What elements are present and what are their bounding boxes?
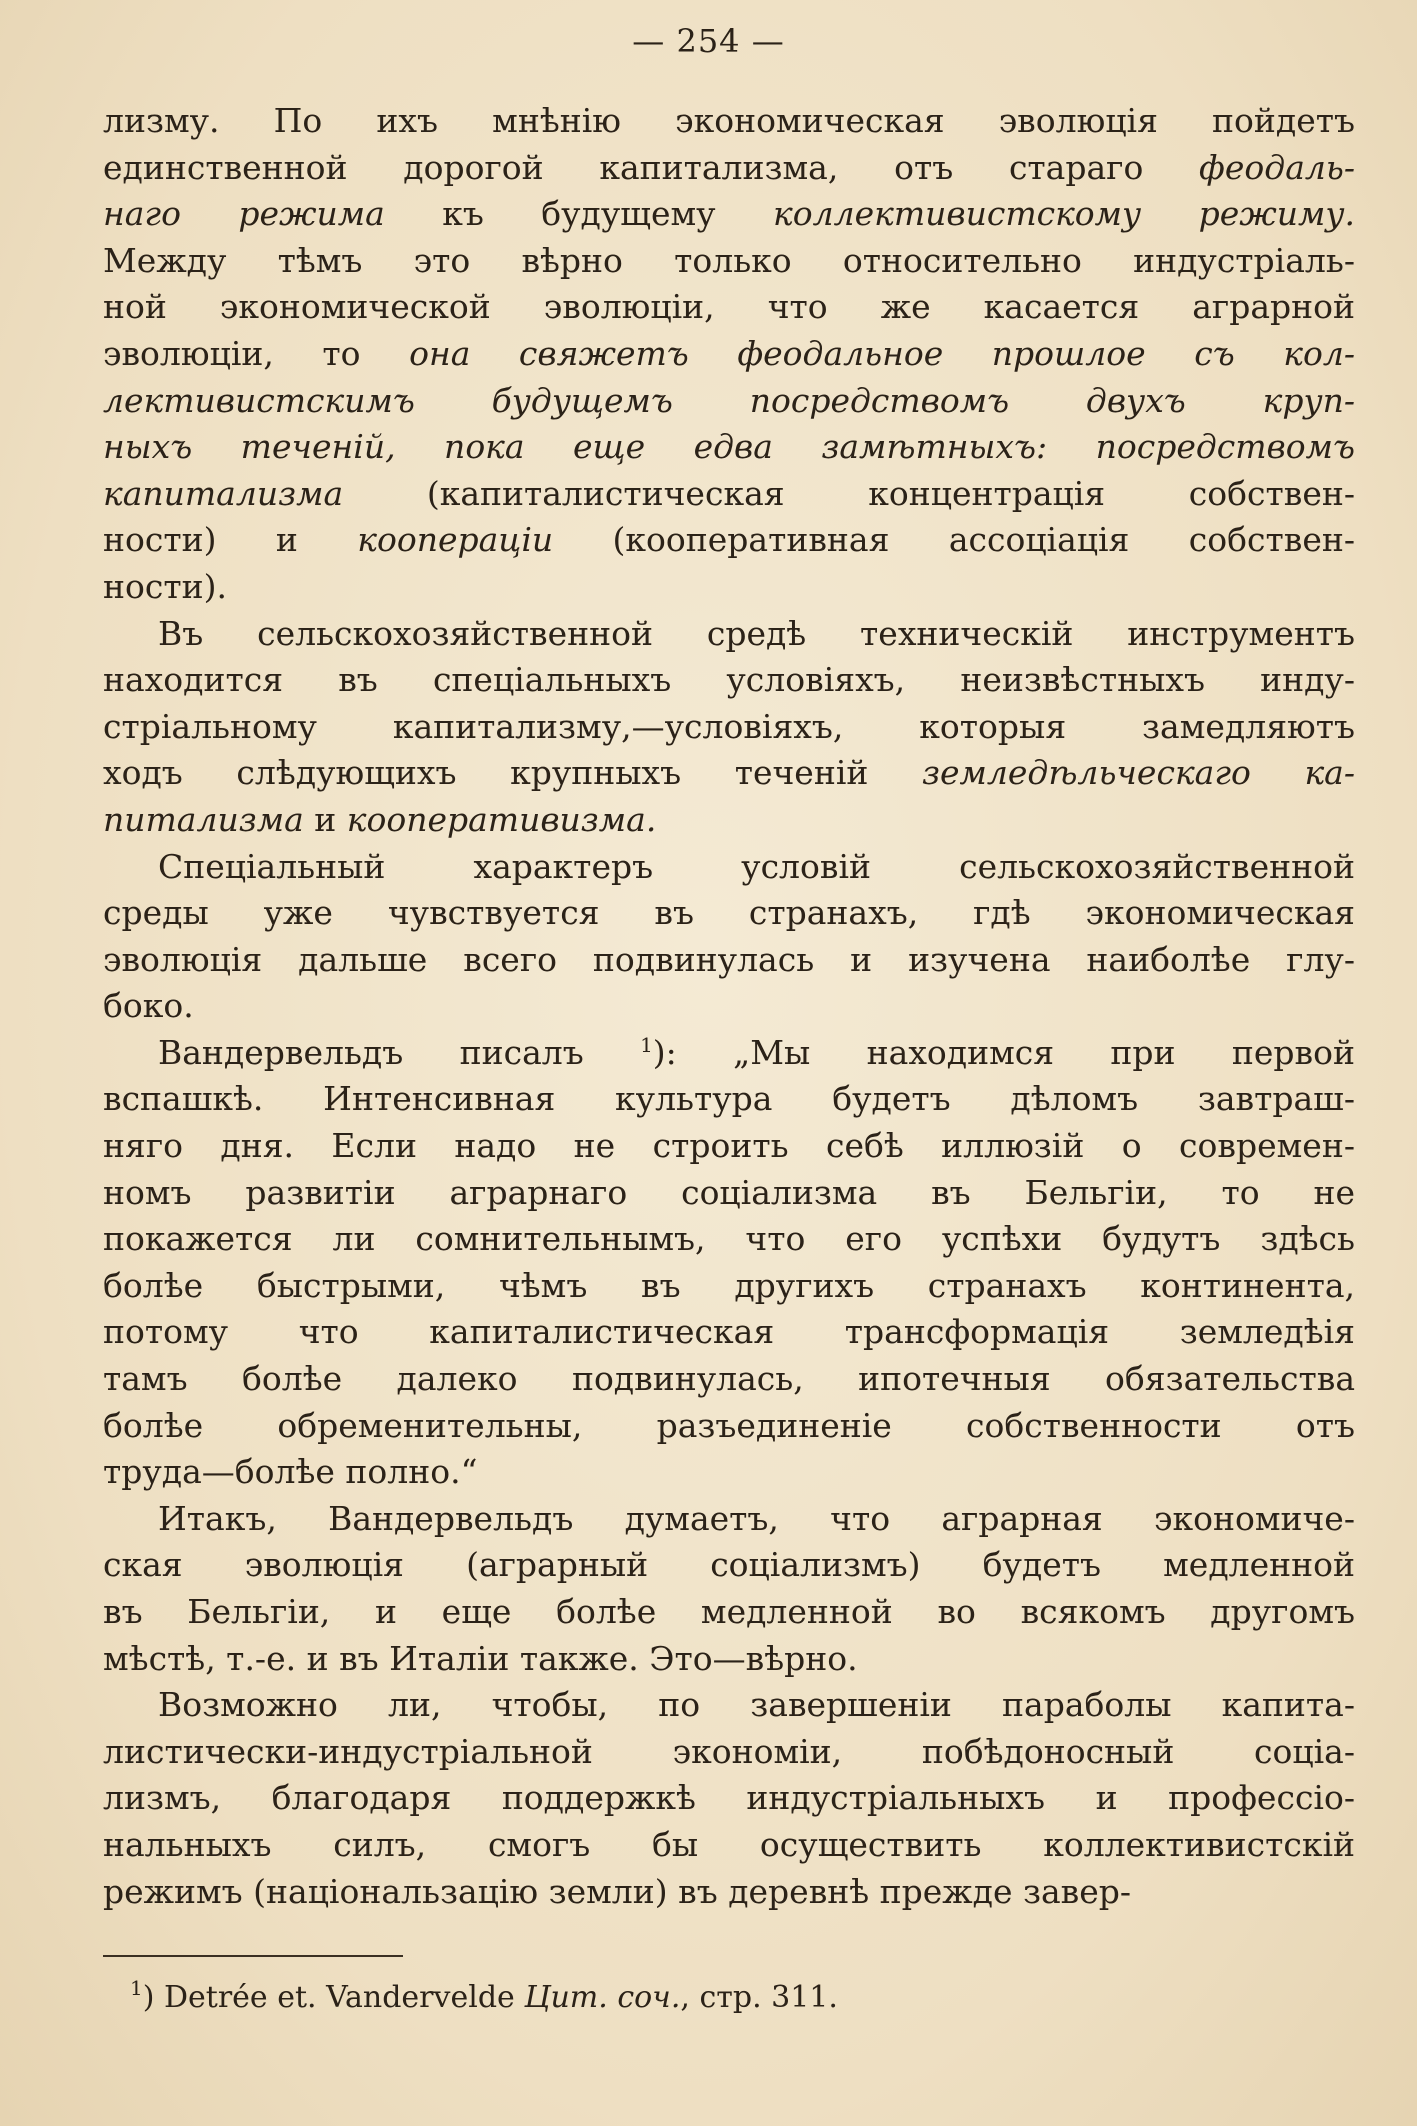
italic-text: кооперативизма. xyxy=(346,799,657,839)
text-line xyxy=(103,284,1355,331)
body-text xyxy=(103,98,1355,1915)
paragraph xyxy=(103,1496,1355,1682)
text-line xyxy=(103,1729,1355,1776)
paragraph xyxy=(103,844,1355,1030)
italic-text: наго режима xyxy=(103,194,385,234)
text-line xyxy=(103,98,1355,145)
text-line xyxy=(103,657,1355,704)
text-run: (кооперативная ассоціація собствен- xyxy=(553,520,1355,560)
text-run: къ будущему xyxy=(384,194,773,234)
text-run: Въ сельскохозяйственной средѣ техническій инструментъ xyxy=(158,613,1355,653)
text-line xyxy=(103,424,1355,471)
text-line xyxy=(103,1403,1355,1450)
text-line xyxy=(103,1309,1355,1356)
text-line xyxy=(103,331,1355,378)
text-run: нальныхъ силъ, смогъ бы осуществить коллективистскій xyxy=(103,1824,1355,1864)
text-run: тамъ болѣе далеко подвинулась, ипотечныя обязательства xyxy=(103,1359,1355,1399)
text-run: среды уже чувствуется въ странахъ, гдѣ экономическая xyxy=(103,893,1355,933)
italic-text: феодаль- xyxy=(1199,147,1355,187)
text-line xyxy=(103,1775,1355,1822)
text-run: листически-индустріальной экономіи, побѣдоносный соціа- xyxy=(103,1731,1355,1771)
text-run: эволюція дальше всего подвинулась и изучена наиболѣе глу- xyxy=(103,939,1355,979)
italic-text: коллективистскому режиму. xyxy=(773,194,1355,234)
italic-text: земледѣльческаго ка- xyxy=(921,753,1355,793)
text-run: Между тѣмъ это вѣрно только относительно индустріаль- xyxy=(103,240,1355,280)
text-line xyxy=(103,844,1355,891)
text-line xyxy=(103,378,1355,425)
text-line xyxy=(103,191,1355,238)
text-run: ская эволюція (аграрный соціализмъ) будетъ медленной xyxy=(103,1545,1355,1585)
text-line xyxy=(103,1542,1355,1589)
text-run: ной экономической эволюціи, что же касается аграрной xyxy=(103,287,1355,327)
text-line xyxy=(103,564,1355,611)
text-line xyxy=(103,1589,1355,1636)
text-run: ) Detrée et. Vandervelde xyxy=(142,1980,525,2015)
text-line xyxy=(103,1449,1355,1496)
text-line xyxy=(103,517,1355,564)
text-run: ходъ слѣдующихъ крупныхъ теченій xyxy=(103,753,922,793)
text-run: , стр. 311. xyxy=(680,1980,838,2015)
text-line xyxy=(103,750,1355,797)
text-run: Вандервельдъ писалъ xyxy=(158,1032,641,1072)
italic-text: она свяжетъ феодальное прошлое съ кол- xyxy=(409,333,1355,373)
text-line xyxy=(103,890,1355,937)
text-run: ): „Мы находимся при первой xyxy=(652,1032,1355,1072)
footnote-ref: 1 xyxy=(130,1976,143,2000)
text-run: находится въ спеціальныхъ условіяхъ, неизвѣстныхъ инду- xyxy=(103,660,1355,700)
footnote-divider xyxy=(103,1955,403,1957)
text-run: мѣстѣ, т.-е. и въ Италіи также. Это—вѣрно. xyxy=(103,1638,858,1678)
text-line xyxy=(103,1822,1355,1869)
text-line xyxy=(103,797,1355,844)
text-run: Возможно ли, чтобы, по завершеніи параболы капита- xyxy=(158,1685,1355,1725)
text-run: болѣе быстрыми, чѣмъ въ другихъ странахъ континента, xyxy=(103,1265,1355,1305)
text-line xyxy=(103,1076,1355,1123)
italic-text: коопераціи xyxy=(357,520,554,560)
text-run: (капиталистическая концентрація собствен- xyxy=(343,473,1355,513)
text-run: ности) и xyxy=(103,520,358,560)
paragraph xyxy=(103,1682,1355,1915)
text-run: ности). xyxy=(103,566,227,606)
text-line xyxy=(103,1869,1355,1916)
text-line xyxy=(103,1682,1355,1729)
footnote-ref: 1 xyxy=(640,1032,653,1057)
text-line xyxy=(103,1263,1355,1310)
footnote xyxy=(130,1978,838,2018)
text-run: потому что капиталистическая трансформація земледѣія xyxy=(103,1312,1355,1352)
text-run: эволюціи, то xyxy=(103,333,410,373)
text-line xyxy=(103,238,1355,285)
text-run: вспашкѣ. Интенсивная культура будетъ дѣломъ завтраш- xyxy=(103,1079,1355,1119)
paragraph xyxy=(103,98,1355,611)
text-run: труда—болѣе полно.“ xyxy=(103,1452,478,1492)
text-line xyxy=(103,1170,1355,1217)
italic-text: лективистскимъ будущемъ посредствомъ двухъ круп- xyxy=(103,380,1355,420)
text-line xyxy=(103,1496,1355,1543)
text-run: режимъ (національзацію земли) въ деревнѣ прежде завер- xyxy=(103,1871,1132,1911)
text-run: Спеціальный характеръ условій сельскохозяйственной xyxy=(158,846,1355,886)
text-run: лизмъ, благодаря поддержкѣ индустріальныхъ и профессіо- xyxy=(103,1778,1355,1818)
text-line xyxy=(103,1356,1355,1403)
italic-text: Цит. соч. xyxy=(524,1980,681,2015)
text-line xyxy=(103,1216,1355,1263)
text-line xyxy=(103,937,1355,984)
text-run: единственной дорогой капитализма, отъ стараго xyxy=(103,147,1200,187)
text-line xyxy=(103,704,1355,751)
text-run: боко. xyxy=(103,986,194,1026)
text-run: и xyxy=(303,799,347,839)
text-line xyxy=(103,983,1355,1030)
italic-text: питализма xyxy=(103,799,304,839)
text-line xyxy=(103,1123,1355,1170)
text-run: номъ развитіи аграрнаго соціализма въ Бельгіи, то не xyxy=(103,1172,1355,1212)
text-line xyxy=(103,1636,1355,1683)
paragraph xyxy=(103,611,1355,844)
text-run: покажется ли сомнительнымъ, что его успѣхи будутъ здѣсь xyxy=(103,1219,1355,1259)
text-run: въ Бельгіи, и еще болѣе медленной во всякомъ другомъ xyxy=(103,1592,1355,1631)
text-run: няго дня. Если надо не строить себѣ иллюзій о современ- xyxy=(103,1126,1355,1166)
text-line xyxy=(103,145,1355,192)
italic-text: ныхъ теченій, пока еще едва замѣтныхъ: посредствомъ xyxy=(103,427,1355,467)
paragraph xyxy=(103,1030,1355,1496)
text-run: болѣе обременительны, разъединеніе собственности отъ xyxy=(103,1405,1355,1445)
text-run: стріальному капитализму,—условіяхъ, которыя замедляютъ xyxy=(103,706,1355,746)
text-line xyxy=(103,1030,1355,1077)
text-line xyxy=(103,471,1355,518)
page-number: — 254 — xyxy=(632,22,785,60)
text-run: лизму. По ихъ мнѣнію экономическая эволюція пойдетъ xyxy=(103,101,1355,140)
italic-text: капитализма xyxy=(103,473,344,513)
text-run: Итакъ, Вандервельдъ думаетъ, что аграрная экономиче- xyxy=(158,1498,1355,1538)
text-line xyxy=(103,611,1355,658)
